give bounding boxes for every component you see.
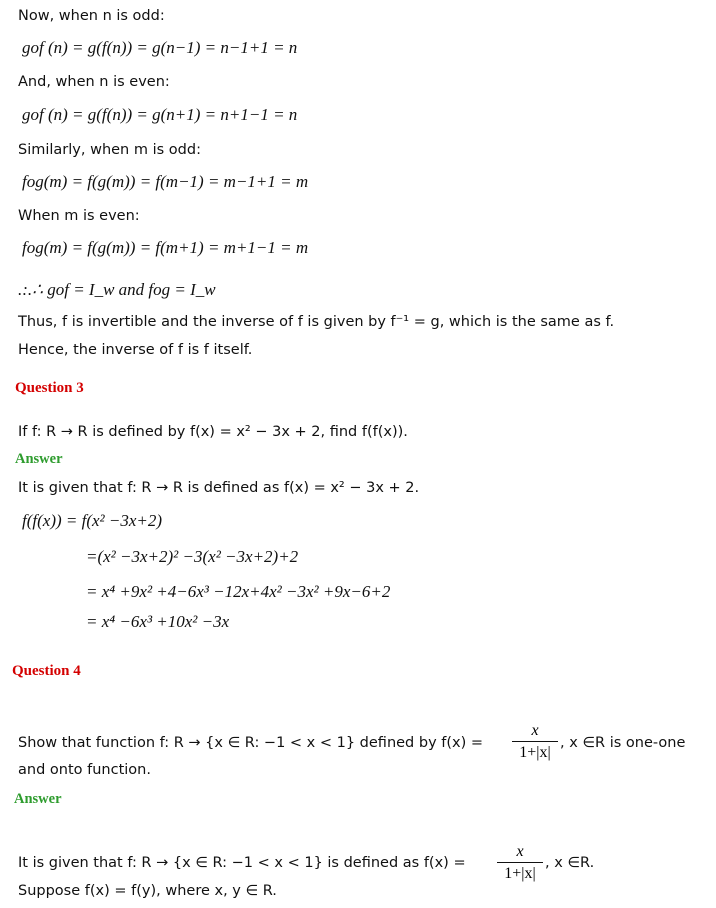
question-text: and onto function. (18, 762, 151, 778)
question-text: Show that function f: R → {x ∈ R: −1 < x < 1} defined by f(x) = (18, 735, 484, 751)
fraction (512, 722, 558, 762)
equation: gof (n) = g(f(n)) = g(n+1) = n+1−1 = n (22, 105, 298, 124)
fraction-denominator: 1+|x| (519, 744, 551, 761)
text-line: Similarly, when m is odd: (18, 142, 201, 158)
fraction-bar (497, 862, 543, 863)
equation: gof (n) = g(f(n)) = g(n−1) = n−1+1 = n (22, 38, 298, 57)
question-text: If f: R → R is defined by f(x) = x² − 3x + 2, find f(f(x)). (18, 424, 408, 440)
fraction-numerator: x (516, 843, 524, 860)
fraction (497, 843, 543, 883)
fraction-bar (512, 741, 558, 742)
answer-heading: Answer (15, 451, 63, 467)
equation: f(f(x)) = f(x² −3x+2) (22, 511, 163, 530)
answer-text: Suppose f(x) = f(y), where x, y ∈ R. (18, 883, 277, 899)
question-text: , x ∈R is one-one (560, 735, 686, 751)
equation: =(x² −3x+2)² −3(x² −3x+2)+2 (86, 547, 299, 566)
answer-text: , x ∈R. (545, 855, 595, 871)
answer-heading: Answer (14, 791, 62, 807)
fraction-denominator: 1+|x| (504, 865, 536, 882)
text-line: Now, when n is odd: (18, 8, 165, 24)
text-line: Hence, the inverse of f is f itself. (18, 342, 253, 358)
equation: fog(m) = f(g(m)) = f(m+1) = m+1−1 = m (22, 238, 309, 257)
text-line: When m is even: (18, 208, 140, 224)
equation: = x⁴ −6x³ +10x² −3x (86, 612, 230, 631)
answer-text: It is given that f: R → R is defined as f(x) = x² − 3x + 2. (18, 480, 420, 496)
fraction-numerator: x (531, 722, 539, 739)
question-heading: Question 4 (12, 663, 81, 679)
equation: fog(m) = f(g(m)) = f(m−1) = m−1+1 = m (22, 172, 309, 191)
equation: = x⁴ +9x² +4−6x³ −12x+4x² −3x² +9x−6+2 (86, 582, 391, 601)
equation: .:.∴ gof = I_w and fog = I_w (18, 280, 216, 299)
text-line: Thus, f is invertible and the inverse of f is given by f⁻¹ = g, which is the same as f. (18, 314, 615, 330)
answer-text: It is given that f: R → {x ∈ R: −1 < x < 1} is defined as f(x) = (18, 855, 466, 871)
text-line: And, when n is even: (18, 74, 170, 90)
question-heading: Question 3 (15, 380, 84, 396)
